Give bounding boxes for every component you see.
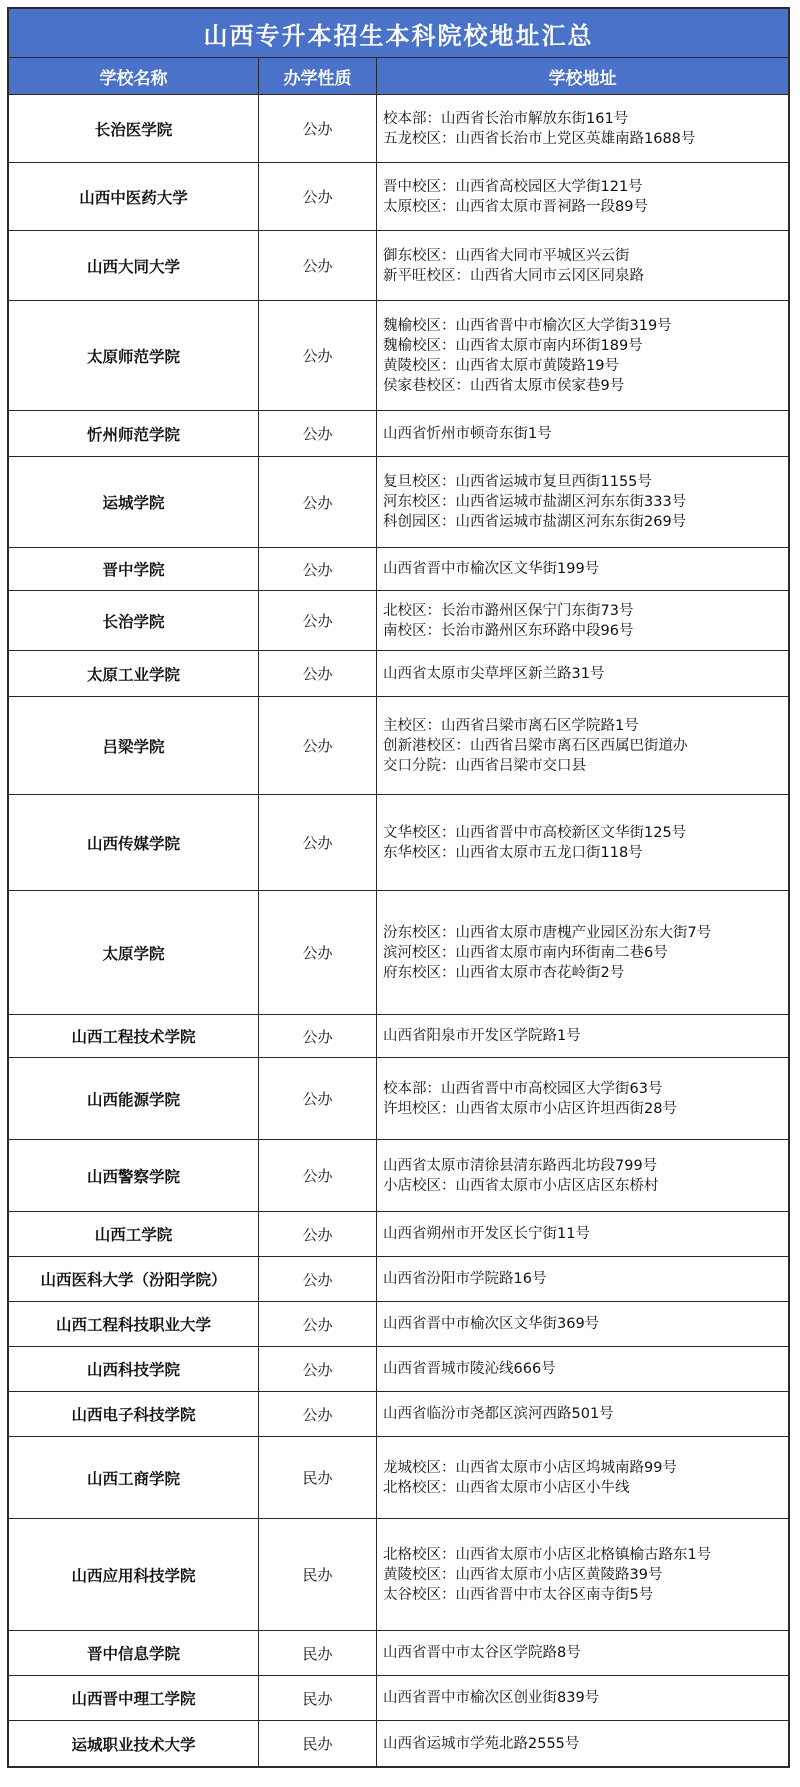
- school-address-cell: [377, 457, 788, 547]
- school-name: 山西警察学院: [86, 1167, 180, 1186]
- school-type-cell: [259, 1347, 377, 1391]
- school-address-cell: [377, 1015, 788, 1057]
- school-name: 山西能源学院: [86, 1090, 180, 1109]
- school-address-cell: [377, 548, 788, 590]
- school-type: 公办: [302, 425, 333, 443]
- school-address-cell: [377, 795, 788, 890]
- school-type: 公办: [302, 612, 333, 630]
- school-name: 山西电子科技学院: [71, 1406, 196, 1424]
- school-type: 民办: [302, 1735, 333, 1753]
- school-type-cell: [259, 1631, 377, 1675]
- school-name: 太原学院: [102, 944, 165, 963]
- school-type-cell: [259, 548, 377, 590]
- address-line: 魏榆校区：山西省晋中市榆次区大学街319号: [383, 317, 672, 334]
- table-row: [9, 1140, 788, 1212]
- school-type-cell: [259, 1721, 377, 1766]
- school-type-cell: [259, 457, 377, 547]
- address-line: 北格校区：山西省太原市小店区北格镇榆古路东1号: [383, 1546, 712, 1563]
- school-name-cell: [9, 1347, 259, 1391]
- school-type: 民办: [302, 1644, 333, 1663]
- school-name: 山西工商学院: [86, 1469, 180, 1488]
- school-name-cell: [9, 795, 259, 890]
- address-line: 侯家巷校区：山西省太原市侯家巷9号: [383, 377, 625, 394]
- school-type: 公办: [302, 1027, 333, 1046]
- school-name: 晋中学院: [102, 561, 165, 579]
- school-address-cell: [377, 95, 788, 162]
- address-line: 山西省太原市尖草坪区新兰路31号: [383, 665, 605, 682]
- school-name: 山西工程技术学院: [71, 1028, 196, 1046]
- school-type: 民办: [302, 1469, 333, 1487]
- school-type-cell: [259, 1302, 377, 1346]
- school-name-cell: [9, 548, 259, 590]
- school-name: 山西工学院: [94, 1226, 173, 1244]
- table-row: [9, 95, 788, 163]
- address-line: 山西省阳泉市开发区学院路1号: [383, 1028, 581, 1044]
- school-address-cell: [377, 1631, 788, 1675]
- address-table: [7, 7, 790, 1768]
- school-type-cell: [259, 301, 377, 410]
- address-line: 北格校区：山西省太原市小店区小牛线: [383, 1479, 630, 1496]
- address-line: 山西省运城市学苑北路2555号: [383, 1735, 580, 1752]
- address-line: 府东校区：山西省太原市杏花岭街2号: [383, 964, 625, 981]
- school-address-cell: [377, 1676, 788, 1720]
- school-address-cell: [377, 1257, 788, 1301]
- school-name: 山西大同大学: [86, 257, 180, 276]
- table-row: [9, 1015, 788, 1058]
- school-name-cell: [9, 651, 259, 696]
- school-name-cell: [9, 1257, 259, 1301]
- school-type-cell: [259, 1257, 377, 1301]
- table-row: [9, 591, 788, 651]
- school-type: 公办: [302, 1167, 333, 1185]
- school-name: 山西晋中理工学院: [71, 1690, 196, 1708]
- address-line: 五龙校区：山西省长治市上党区英雄南路1688号: [383, 130, 696, 147]
- school-type-cell: [259, 795, 377, 890]
- table-row: [9, 1437, 788, 1519]
- school-name-cell: [9, 411, 259, 456]
- table-row: [9, 548, 788, 591]
- address-line: 小店校区：山西省太原市小店区店区东桥村: [383, 1177, 659, 1194]
- school-address-cell: [377, 1140, 788, 1211]
- address-line: 山西省汾阳市学院路16号: [383, 1271, 547, 1287]
- school-name-cell: [9, 1302, 259, 1346]
- address-line: 御东校区：山西省大同市平城区兴云街: [383, 247, 630, 264]
- table-row: [9, 697, 788, 795]
- school-type-cell: [259, 1437, 377, 1518]
- school-name-cell: [9, 1519, 259, 1630]
- school-name: 山西传媒学院: [86, 834, 180, 853]
- address-line: 河东校区：山西省运城市盐湖区河东东街333号: [383, 494, 687, 510]
- school-type-cell: [259, 95, 377, 162]
- school-type-cell: [259, 1519, 377, 1630]
- school-name: 吕梁学院: [102, 737, 165, 756]
- address-line: 山西省晋中市榆次区文华街369号: [383, 1316, 600, 1332]
- school-name: 长治学院: [102, 612, 165, 631]
- school-type-cell: [259, 1058, 377, 1139]
- address-line: 许坦校区：山西省太原市小店区许坦西街28号: [383, 1100, 677, 1117]
- school-address-cell: [377, 231, 788, 300]
- school-name: 山西中医药大学: [79, 188, 188, 207]
- school-name-cell: [9, 591, 259, 650]
- school-name-cell: [9, 231, 259, 300]
- school-type-cell: [259, 591, 377, 650]
- school-address-cell: [377, 301, 788, 410]
- school-name-cell: [9, 1058, 259, 1139]
- table-title: 山西专升本招生本科院校地址汇总: [9, 9, 788, 58]
- school-type: 公办: [302, 834, 333, 852]
- school-address-cell: [377, 1437, 788, 1518]
- school-address-cell: [377, 1058, 788, 1139]
- address-line: 龙城校区：山西省太原市小店区坞城南路99号: [383, 1459, 677, 1476]
- table-row: [9, 891, 788, 1015]
- school-type-cell: [259, 163, 377, 230]
- school-name-cell: [9, 1631, 259, 1675]
- school-name-cell: [9, 697, 259, 794]
- school-name-cell: [9, 1140, 259, 1211]
- school-type-cell: [259, 1676, 377, 1720]
- school-name: 山西医科大学（汾阳学院）: [40, 1271, 227, 1289]
- address-line: 复旦校区：山西省运城市复旦西街1155号: [383, 474, 652, 490]
- school-type-cell: [259, 1392, 377, 1436]
- table-row: [9, 231, 788, 301]
- header-school-address: 学校地址: [548, 68, 617, 89]
- address-line: 太原校区：山西省太原市晋祠路一段89号: [383, 198, 648, 215]
- table-row: [9, 1302, 788, 1347]
- table-row: [9, 795, 788, 891]
- address-line: 科创园区：山西省运城市盐湖区河东东街269号: [383, 514, 687, 530]
- address-line: 滨河校区：山西省太原市南内环街南二巷6号: [383, 944, 668, 961]
- school-type-cell: [259, 697, 377, 794]
- school-name: 运城职业技术大学: [71, 1735, 196, 1754]
- school-type: 公办: [302, 1090, 333, 1108]
- school-name: 山西应用科技学院: [71, 1566, 196, 1585]
- school-address-cell: [377, 1519, 788, 1630]
- address-line: 山西省晋中市榆次区创业街839号: [383, 1690, 600, 1706]
- table-row: [9, 1631, 788, 1676]
- school-name-cell: [9, 163, 259, 230]
- school-type-cell: [259, 1015, 377, 1057]
- address-line: 山西省晋中市榆次区文华街199号: [383, 561, 600, 577]
- school-name-cell: [9, 457, 259, 547]
- table-row: [9, 1676, 788, 1721]
- school-type: 公办: [302, 737, 333, 755]
- school-type: 公办: [302, 493, 333, 512]
- school-address-cell: [377, 1212, 788, 1256]
- address-line: 创新港校区：山西省吕梁市离石区西属巴街道办: [383, 737, 688, 754]
- school-name-cell: [9, 1392, 259, 1436]
- school-name-cell: [9, 1212, 259, 1256]
- header-row: [9, 58, 788, 95]
- school-type: 公办: [302, 1360, 333, 1379]
- school-type: 公办: [302, 1405, 333, 1424]
- table-row: [9, 457, 788, 548]
- school-type: 公办: [302, 347, 333, 365]
- table-row: [9, 301, 788, 411]
- school-name: 山西科技学院: [86, 1361, 180, 1379]
- school-name: 山西工程科技职业大学: [55, 1316, 211, 1334]
- address-line: 校本部：山西省长治市解放东街161号: [383, 110, 629, 127]
- school-name-cell: [9, 1015, 259, 1057]
- address-line: 山西省晋中市太谷区学院路8号: [383, 1645, 581, 1661]
- school-address-cell: [377, 1721, 788, 1766]
- address-line: 黄陵校区：山西省太原市小店区黄陵路39号: [383, 1566, 663, 1583]
- address-line: 山西省太原市清徐县清东路西北坊段799号: [383, 1157, 658, 1174]
- school-type: 公办: [302, 665, 333, 683]
- school-name: 太原师范学院: [86, 347, 180, 366]
- address-line: 主校区：山西省吕梁市离石区学院路1号: [383, 717, 639, 734]
- table-row: [9, 1392, 788, 1437]
- school-type: 公办: [302, 257, 333, 275]
- school-address-cell: [377, 1392, 788, 1436]
- school-name-cell: [9, 95, 259, 162]
- school-type-cell: [259, 1140, 377, 1211]
- address-line: 汾东校区：山西省太原市唐槐产业园区汾东大街7号: [383, 924, 712, 941]
- address-line: 新平旺校区：山西省大同市云冈区同泉路: [383, 267, 644, 284]
- table-row: [9, 1347, 788, 1392]
- school-name-cell: [9, 1676, 259, 1720]
- table-row: [9, 1721, 788, 1766]
- school-address-cell: [377, 163, 788, 230]
- school-type: 公办: [302, 944, 333, 962]
- school-name: 太原工业学院: [86, 665, 180, 684]
- table-row: [9, 651, 788, 697]
- address-line: 山西省忻州市顿奇东街1号: [383, 425, 552, 442]
- address-line: 山西省朔州市开发区长宁街11号: [383, 1226, 590, 1242]
- school-type: 公办: [302, 560, 333, 579]
- table-row: [9, 1257, 788, 1302]
- school-type: 公办: [302, 1270, 333, 1289]
- school-type-cell: [259, 651, 377, 696]
- school-type: 民办: [302, 1566, 333, 1584]
- address-line: 校本部：山西省晋中市高校园区大学街63号: [383, 1080, 663, 1097]
- school-name: 忻州师范学院: [86, 425, 180, 444]
- school-type: 公办: [302, 188, 333, 206]
- address-line: 太谷校区：山西省晋中市太谷区南寺街5号: [383, 1586, 654, 1603]
- address-line: 魏榆校区：山西省太原市南内环街189号: [383, 337, 643, 354]
- school-address-cell: [377, 651, 788, 696]
- school-name-cell: [9, 1437, 259, 1518]
- school-address-cell: [377, 411, 788, 456]
- school-address-cell: [377, 891, 788, 1014]
- address-line: 黄陵校区：山西省太原市黄陵路19号: [383, 357, 619, 374]
- address-line: 北校区：长治市潞州区保宁门东街73号: [383, 602, 634, 619]
- address-line: 东华校区：山西省太原市五龙口街118号: [383, 844, 643, 861]
- table-body: [9, 95, 788, 1766]
- table-row: [9, 411, 788, 457]
- school-address-cell: [377, 697, 788, 794]
- school-name: 长治医学院: [94, 120, 173, 139]
- school-name-cell: [9, 1721, 259, 1766]
- school-type-cell: [259, 411, 377, 456]
- table-row: [9, 1519, 788, 1631]
- school-name: 运城学院: [102, 494, 165, 512]
- address-line: 晋中校区：山西省高校园区大学街121号: [383, 178, 643, 195]
- school-name-cell: [9, 301, 259, 410]
- table-row: [9, 163, 788, 231]
- school-address-cell: [377, 1302, 788, 1346]
- school-name: 晋中信息学院: [86, 1645, 180, 1663]
- school-type-cell: [259, 891, 377, 1014]
- address-line: 文华校区：山西省晋中市高校新区文华街125号: [383, 824, 687, 841]
- school-address-cell: [377, 591, 788, 650]
- school-type: 民办: [302, 1689, 333, 1708]
- school-type: 公办: [302, 1225, 333, 1244]
- address-line: 山西省临汾市尧都区滨河西路501号: [383, 1406, 614, 1422]
- header-school-name: 学校名称: [9, 58, 259, 94]
- school-type-cell: [259, 1212, 377, 1256]
- header-school-type: 办学性质: [259, 58, 377, 94]
- school-address-cell: [377, 1347, 788, 1391]
- school-type: 公办: [302, 1315, 333, 1334]
- address-line: 山西省晋城市陵沁线666号: [383, 1361, 556, 1377]
- table-row: [9, 1058, 788, 1140]
- table-row: [9, 1212, 788, 1257]
- address-line: 交口分院：山西省吕梁市交口县: [383, 757, 586, 774]
- address-line: 南校区：长治市潞州区东环路中段96号: [383, 622, 634, 639]
- school-type-cell: [259, 231, 377, 300]
- school-type: 公办: [302, 120, 333, 138]
- school-name-cell: [9, 891, 259, 1014]
